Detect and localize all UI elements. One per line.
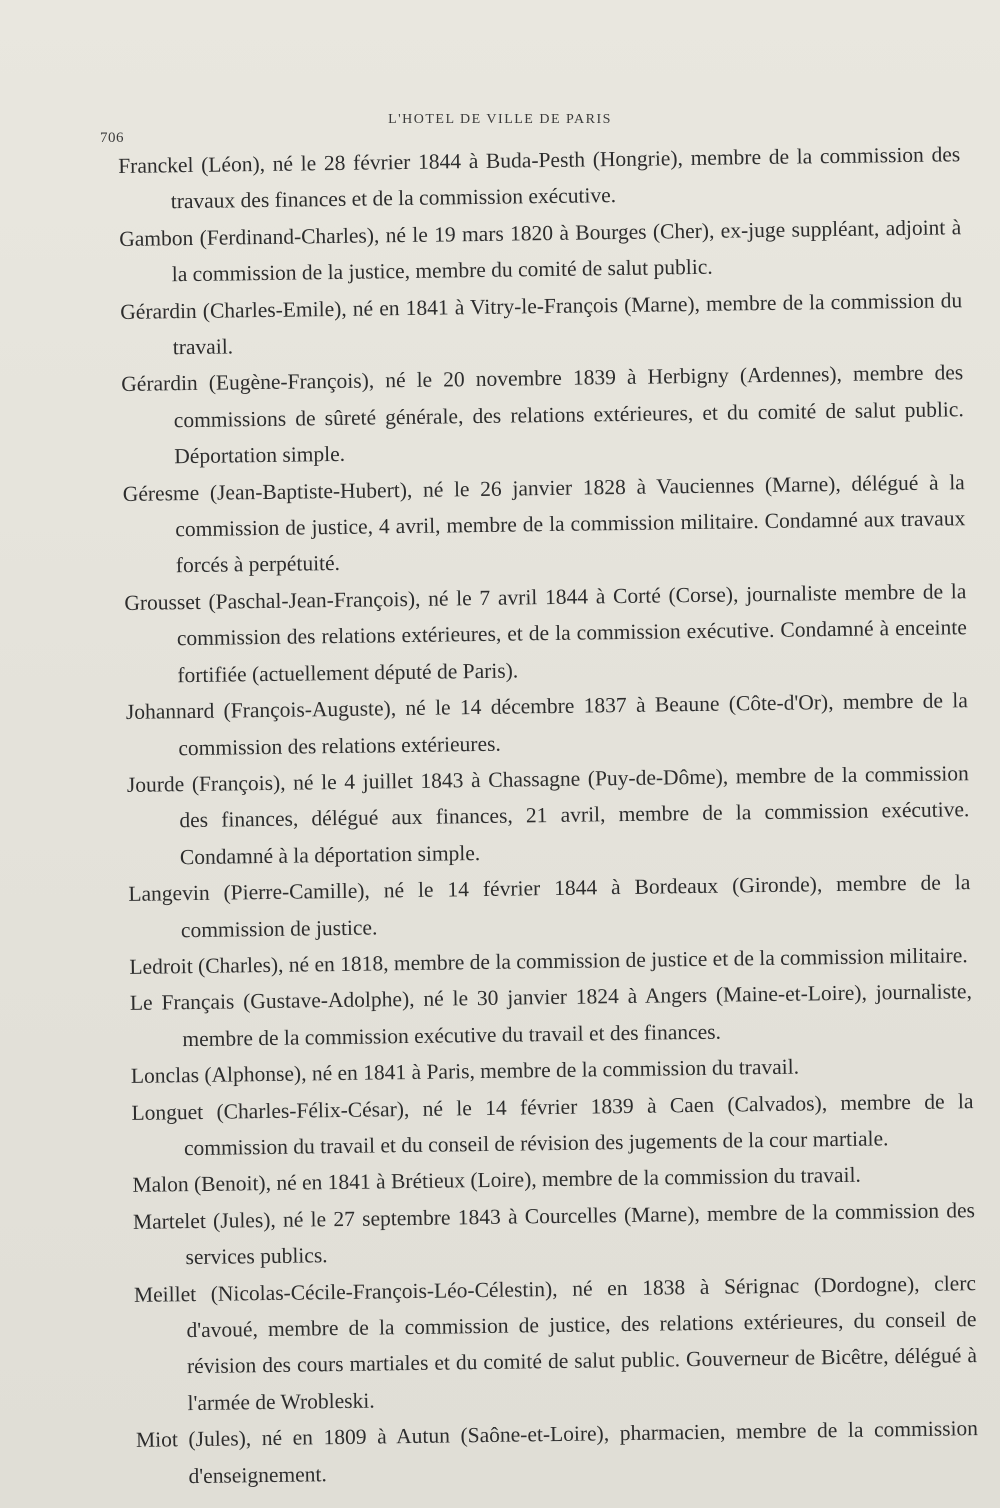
biographical-entries bbox=[118, 136, 979, 1495]
entry-gambon: Gambon (Ferdinand-Charles), né le 19 mars 1820 à Bourges (Cher), ex-juge suppléant, adjoint à la commission de la justice, membre du comité de salut public. bbox=[119, 215, 962, 287]
entry-malon: Malon (Benoit), né en 1841 à Brétieux (Loire), membre de la commission du travail. bbox=[132, 1163, 862, 1198]
entry-le-francais: Le Français (Gustave-Adolphe), né le 30 janvier 1824 à Angers (Maine-et-Loire), journaliste, membre de la commission exécutive du travail et des finances. bbox=[129, 979, 973, 1051]
entry-geresme: Géresme (Jean-Baptiste-Hubert), né le 26 janvier 1828 à Vauciennes (Marne), délégué à la commission de justice, 4 avril, membre de la commission militaire. Condamné aux travaux forcés à perpétuité. bbox=[122, 469, 966, 578]
entry-martelet: Martelet (Jules), né le 27 septembre 1843 à Courcelles (Marne), membre de la commission des services publics. bbox=[132, 1197, 976, 1270]
entry-gerardin-charles: Gérardin (Charles-Emile), né en 1841 à Vitry-le-François (Marne), membre de la commission du travail. bbox=[120, 287, 963, 360]
entry-johannard: Johannard (François-Auguste), né le 14 décembre 1837 à Beaune (Côte-d'Or), membre de la commission des relations extérieures. bbox=[125, 688, 968, 760]
entry-longuet: Longuet (Charles-Félix-César), né le 14 février 1839 à Caen (Calvados), membre de la commission du travail et du conseil de révision des jugements de la cour martiale. bbox=[131, 1088, 974, 1161]
entry-jourde: Jourde (François), né le 4 juillet 1843 à Chassagne (Puy-de-Dôme), membre de la commission des finances, délégué aux finances, 21 avril, membre de la commission exécutive. Condamné à la déportation simple. bbox=[126, 761, 970, 869]
entry-meillet: Meillet (Nicolas-Cécile-François-Léo-Célestin), né en 1838 à Sérignac (Dordogne), clerc d'avoué, membre de la commission de justice, des relations extérieures, du conseil de révision des cours martiales et du comité de salut public. Gouverneur de Bicêtre, délégué à l'armée de Wrobleski. bbox=[133, 1270, 978, 1415]
entry-gerardin-eugene: Gérardin (Eugène-François), né le 20 novembre 1839 à Herbigny (Ardennes), membre des commissions de sûreté générale, des relations extérieures, et du comité de salut public. Déportation simple. bbox=[121, 360, 964, 469]
entry-lonclas: Lonclas (Alphonse), né en 1841 à Paris, membre de la commission du travail. bbox=[130, 1054, 800, 1089]
entry-ledroit: Ledroit (Charles), né en 1818, membre de la commission de justice et de la commission militaire. bbox=[129, 943, 968, 979]
page-number: 706 bbox=[100, 130, 124, 146]
entry-franckel: Franckel (Léon), né le 28 février 1844 à Buda-Pesth (Hongrie), membre de la commission des travaux des finances et de la commission exécutive. bbox=[118, 142, 961, 214]
entry-langevin: Langevin (Pierre-Camille), né le 14 février 1844 à Bordeaux (Gironde), membre de la commission de justice. bbox=[128, 870, 971, 942]
running-title: L'HOTEL DE VILLE DE PARIS bbox=[388, 112, 612, 127]
entry-grousset: Grousset (Paschal-Jean-François), né le 7 avril 1844 à Corté (Corse), journaliste membre de la commission des relations extérieures, et de la commission exécutive. Condamné à enceinte fortifiée (actuellement député de Paris). bbox=[124, 579, 967, 687]
entry-miot: Miot (Jules), né en 1809 à Autun (Saône-et-Loire), pharmacien, membre de la commission d'enseignement. bbox=[135, 1416, 979, 1488]
